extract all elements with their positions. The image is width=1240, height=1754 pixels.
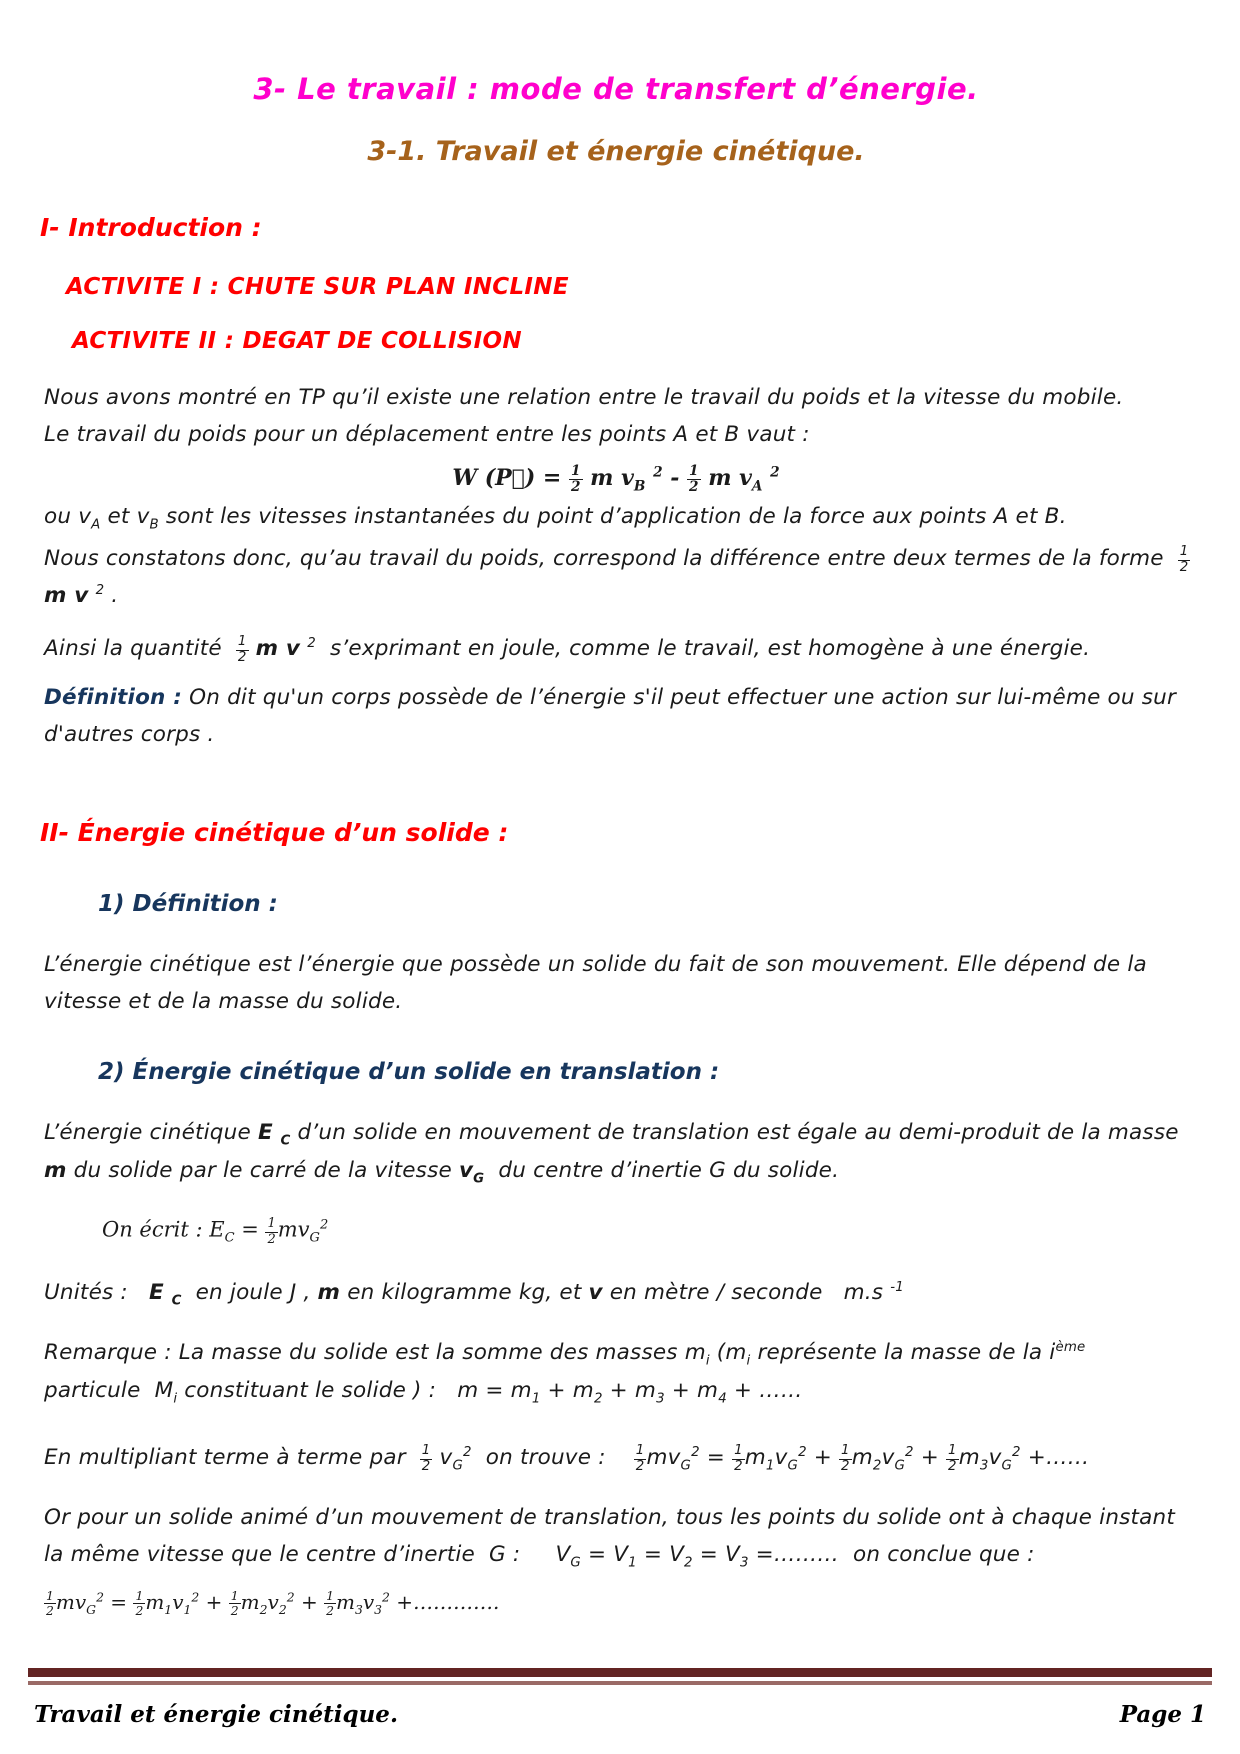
multiplication-paragraph: En multipliant terme à terme par $\frac{1}{2}$ $v_G^2$ on trouve : $\frac{1}{2}$ $mv_G^2$ = $\frac{1}{2}$ $m_1v_G^2$ + $\frac{1}{2}$ $m_2v_G^2$ + $\frac{1}{2}$ $m_3v_G^2$ +…… (44, 1442, 1090, 1474)
page-subtitle: 3-1. Travail et énergie cinétique. (367, 136, 865, 167)
quantity-paragraph: Ainsi la quantité $\frac{1}{2}$ m v $^2$ s’exprimant en joule, comme le travail, est homogène à une énergie. (44, 634, 1091, 666)
section-heading-kinetic-energy: II- Énergie cinétique d’un solide : (40, 818, 509, 847)
translation-paragraph: L’énergie cinétique E $_C$ d’un solide en mouvement de translation est égale au demi-produit de la masse m du solide par le carré de la vitesse $v_G$ du centre d’inertie G du solide. (44, 1119, 1179, 1187)
remark-paragraph: Remarque : La masse du solide est la somme des masses $m_i$ ($m_i$ représente la masse de la $i^{ème}$ particule $M_i$ constituant le solide ) : $m = m_1 + m_2 + m_3 + m_4$ + …… (44, 1340, 1086, 1407)
definition-text: On dit qu'un corps possède de l’énergie s'il peut effectuer une action sur lui-même ou sur d'autres corps . (44, 685, 1177, 748)
units-paragraph: Unités : E $_C$ en joule J , m en kilogramme kg, et v en mètre / seconde m.s $^{-1}$ (44, 1279, 904, 1309)
ec-formula: On écrit : $E_C$ = $\frac{1}{2}$ $mv_G^2$ (102, 1216, 329, 1247)
activity-1-heading: ACTIVITE I : CHUTE SUR PLAN INCLINE (66, 274, 569, 300)
activity-2-heading: ACTIVITE II : DEGAT DE COLLISION (72, 328, 522, 354)
footer-page-number: Page 1 (1119, 1701, 1206, 1728)
intro-paragraph-line2: Le travail du poids pour un déplacement entre les points A et B vaut : (44, 421, 810, 447)
kinetic-definition-paragraph: L’énergie cinétique est l’énergie que possède un solide du fait de son mouvement. Elle dépend de la vitesse et de la masse du solide. (44, 952, 1147, 1014)
definition-paragraph (44, 680, 1192, 754)
final-sum-formula: $\frac{1}{2}$ $mv_G^2$ = $\frac{1}{2}$ $m_1v_1^2$ + $\frac{1}{2}$ $m_2v_2^2$ + $\frac{1}{2}$ $m_3v_3^2$ +…………. (46, 1588, 500, 1618)
intro-paragraph-line1: Nous avons montré en TP qu’il existe une relation entre le travail du poids et la vitesse du mobile. (44, 385, 1124, 410)
subheading-translation: 2) Énergie cinétique d’un solide en translation : (98, 1058, 720, 1085)
work-kinetic-formula: W (P⃗) = $\frac{1}{2}$ m $v_B$ $^2$ - $\frac{1}{2}$ m $v_A$ $^2$ (452, 462, 780, 495)
section-heading-introduction: I- Introduction : (40, 213, 262, 242)
footer-rule-thick (28, 1668, 1212, 1677)
footer-document-title: Travail et énergie cinétique. (34, 1701, 398, 1728)
subheading-definition: 1) Définition : (98, 891, 278, 917)
page-footer (0, 1668, 1240, 1728)
translation-points-paragraph: Or pour un solide animé d’un mouvement de translation, tous les points du solide ont à chaque instant la même vitesse que le centre d’inertie G : $V_G = V_1 = V_2 = V_3$ =……… on conclue que : (44, 1504, 1176, 1571)
constatation-paragraph: Nous constatons donc, qu’au travail du poids, correspond la différence entre deux termes de la forme $\frac{1}{2}$ m v $^2$ . (44, 544, 1189, 609)
definition-label: Définition : (44, 685, 183, 711)
intro-paragraph (44, 380, 1192, 454)
page-title: 3- Le travail : mode de transfert d’énergie. (253, 72, 979, 106)
velocities-paragraph: ou $v_A$ et $v_B$ sont les vitesses instantanées du point d’application de la force aux points A et B. (44, 503, 1067, 533)
